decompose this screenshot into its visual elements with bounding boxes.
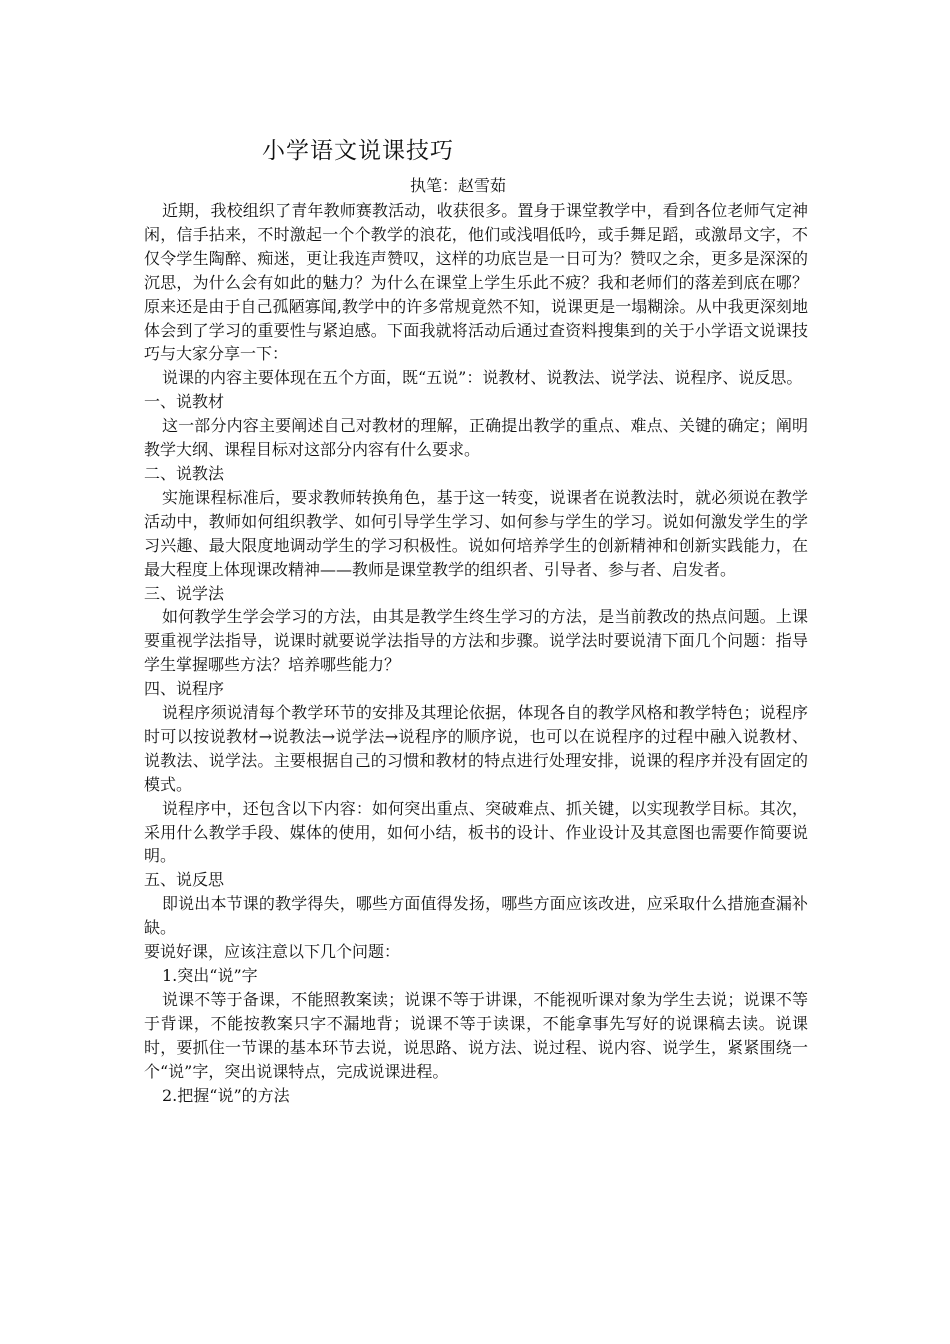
section-1-paragraph: 这一部分内容主要阐述自己对教材的理解，正确提出教学的重点、难点、关键的确定；阐明教学大纲、课程目标对这部分内容有什么要求。 [144, 416, 808, 460]
point-2-title: 2.把握“说”的方法 [162, 1085, 290, 1105]
point-1-title: 1.突出“说”字 [162, 966, 258, 985]
intro-paragraph: 近期，我校组织了青年教师赛教活动，收获很多。置身于课堂教学中，看到各位老师气定神闲，信手拈来，不时激起一个个教学的浪花，他们或浅唱低吟，或手舞足蹈，或激昂文字，不仅令学生陶醉、痴迷，更让我连声赞叹，这样的功底岂是一日可为？赞叹之余，更多是深深的沉思，为什么会有如此的魅力？为什么在课堂上学生乐此不疲？我和老师们的落差到底在哪？原来还是由于自己孤陋寡闻,教学中的许多常规竟然不知，说课更是一塌糊涂。从中我更深刻地体会到了学习的重要性与紧迫感。下面我就将活动后通过查资料搜集到的关于小学语文说课技巧与大家分享一下： [144, 201, 808, 364]
document-body [144, 199, 808, 1107]
section-4-paragraph-2: 说程序中，还包含以下内容：如何突出重点、突破难点、抓关键，以实现教学目标。其次，采用什么教学手段、媒体的使用，如何小结，板书的设计、作业设计及其意图也需要作简要说明。 [144, 798, 808, 866]
point-1-paragraph: 说课不等于备课，不能照教案读；说课不等于讲课，不能视听课对象为学生去说；说课不等于背课，不能按教案只字不漏地背；说课不等于读课，不能拿事先写好的说课稿去读。说课时，要抓住一节课的基本环节去说，说思路、说方法、说过程、说内容、说学生，紧紧围绕一个“说”字，突出说课特点，完成说课进程。 [144, 989, 808, 1081]
five-aspects-paragraph: 说课的内容主要体现在五个方面，既“五说”：说教材、说教法、说学法、说程序、说反思。 [162, 368, 803, 388]
section-heading-5: 五、说反思 [144, 870, 225, 890]
section-heading-3: 三、说学法 [144, 583, 225, 603]
author-line: 执笔：赵雪茹 [410, 176, 507, 195]
section-3-paragraph: 如何教学生学会学习的方法，由其是教学生终生学习的方法，是当前教改的热点问题。上课要重视学法指导，说课时就要说学法指导的方法和步骤。说学法时要说清下面几个问题：指导学生掌握哪些方法？培养哪些能力？ [144, 607, 808, 675]
notes-intro: 要说好课，应该注意以下几个问题： [144, 942, 401, 962]
section-heading-2: 二、说教法 [144, 463, 225, 483]
section-4-paragraph-1: 说程序须说清每个教学环节的安排及其理论依据，体现各自的教学风格和教学特色；说程序时可以按说教材→说教法→说学法→说程序的顺序说，也可以在说程序的过程中融入说教材、说教法、说学法。主要根据自己的习惯和教材的特点进行处理安排，说课的程序并没有固定的模式。 [144, 703, 808, 794]
document-title: 小学语文说课技巧 [262, 138, 454, 164]
section-heading-4: 四、说程序 [144, 679, 225, 699]
section-heading-1: 一、说教材 [144, 392, 225, 412]
section-5-paragraph: 即说出本节课的教学得失，哪些方面值得发扬，哪些方面应该改进，应采取什么措施查漏补缺。 [144, 894, 808, 938]
section-2-paragraph: 实施课程标准后，要求教师转换角色，基于这一转变，说课者在说教法时，就必须说在教学活动中，教师如何组织教学、如何引导学生学习、如何参与学生的学习。说如何激发学生的学习兴趣、最大限度地调动学生的学习积极性。说如何培养学生的创新精神和创新实践能力，在最大程度上体现课改精神——教师是课堂教学的组织者、引导者、参与者、启发者。 [144, 487, 808, 579]
